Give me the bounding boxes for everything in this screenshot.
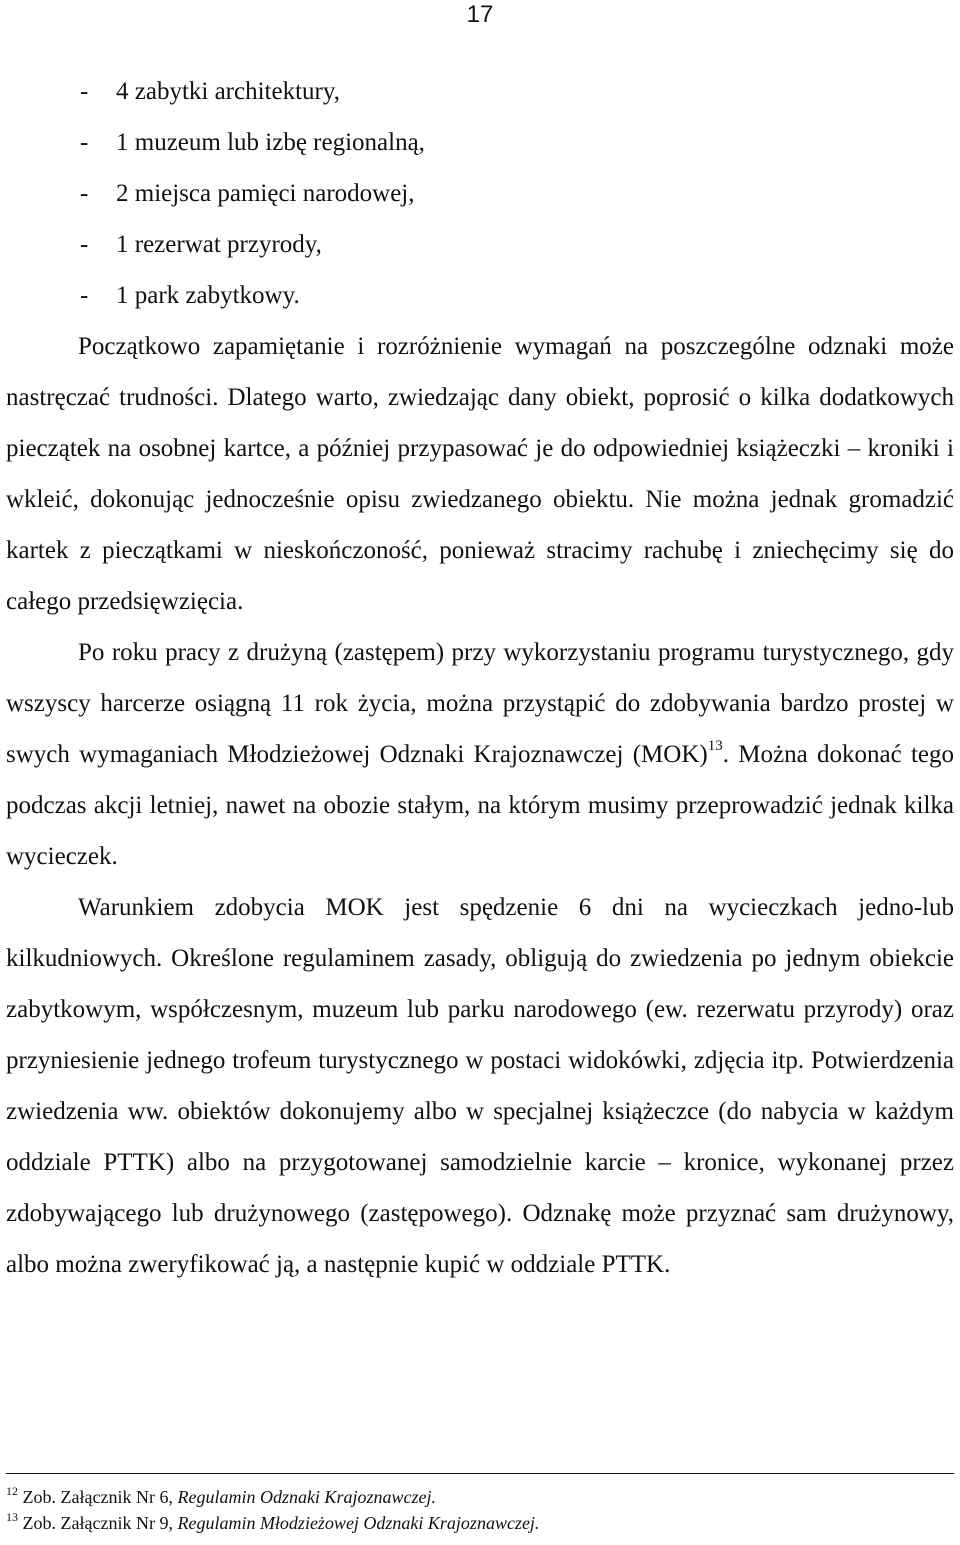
- paragraph-mok-intro: Po roku pracy z drużyną (zastępem) przy wykorzystaniu programu turystycznego, gdy wszyscy harcerze osiągną 11 rok życia, można przystąpić do zdobywania bardzo prostej w swych wymaganiach Młodzieżowej Odznaki Krajoznawczej (MOK)$^{13}$. Można dokonać tego podczas akcji letniej, nawet na obozie stałym, na którym musimy przeprowadzić jednak kilka wycieczek.: [6, 639, 954, 870]
- main-text: [6, 66, 954, 1290]
- footnote-12: $^{12}$ Zob. Załącznik Nr 6, Regulamin Odznaki Krajoznawczej.: [6, 1484, 436, 1507]
- list-item: - 2 miejsca pamięci narodowej,: [80, 180, 415, 207]
- page-number: 17: [466, 1, 494, 28]
- footnotes: [6, 1484, 954, 1536]
- list-item: - 1 muzeum lub izbę regionalną,: [80, 129, 425, 156]
- list-item: - 1 park zabytkowy.: [80, 282, 300, 309]
- footnote-title: Regulamin Młodzieżowej Odznaki Krajoznawczej.: [177, 1513, 540, 1533]
- footnote-13: $^{13}$ Zob. Załącznik Nr 9, Regulamin Młodzieżowej Odznaki Krajoznawczej.: [6, 1510, 540, 1533]
- footnote-title: Regulamin Odznaki Krajoznawczej.: [177, 1487, 436, 1507]
- list-item: - 1 rezerwat przyrody,: [80, 231, 322, 258]
- requirements-list: [6, 66, 954, 321]
- paragraph-stamps: Początkowo zapamiętanie i rozróżnienie wymagań na poszczególne odznaki może nastręczać trudności. Dlatego warto, zwiedzając dany obiekt, poprosić o kilka dodatkowych pieczątek na osobnej kartce, a później przypasować je do odpowiedniej książeczki – kroniki i wkleić, dokonując jednocześnie opisu zwiedzanego obiektu. Nie można jednak gromadzić kartek z pieczątkami w nieskończoność, ponieważ stracimy rachubę i zniechęcimy się do całego przedsięwzięcia.: [6, 333, 954, 615]
- page-header: [0, 0, 960, 30]
- footnote-divider: [6, 1473, 954, 1474]
- footnote-ref-13[interactable]: 13: [707, 738, 723, 754]
- list-item: - 4 zabytki architektury,: [80, 78, 340, 105]
- paragraph-mok-requirements: Warunkiem zdobycia MOK jest spędzenie 6 dni na wycieczkach jedno-lub kilkudniowych. Określone regulaminem zasady, obligują do zwiedzenia po jednym obiekcie zabytkowym, współczesnym, muzeum lub parku narodowego (ew. rezerwatu przyrody) oraz przyniesienie jednego trofeum turystycznego w postaci widokówki, zdjęcia itp. Potwierdzenia zwiedzenia ww. obiektów dokonujemy albo w specjalnej książeczce (do nabycia w każdym oddziale PTTK) albo na przygotowanej samodzielnie karcie – kronice, wykonanej przez zdobywającego lub drużynowego (zastępowego). Odznakę może przyznać sam drużynowy, albo można zweryfikować ją, a następnie kupić w oddziale PTTK.: [6, 894, 954, 1278]
